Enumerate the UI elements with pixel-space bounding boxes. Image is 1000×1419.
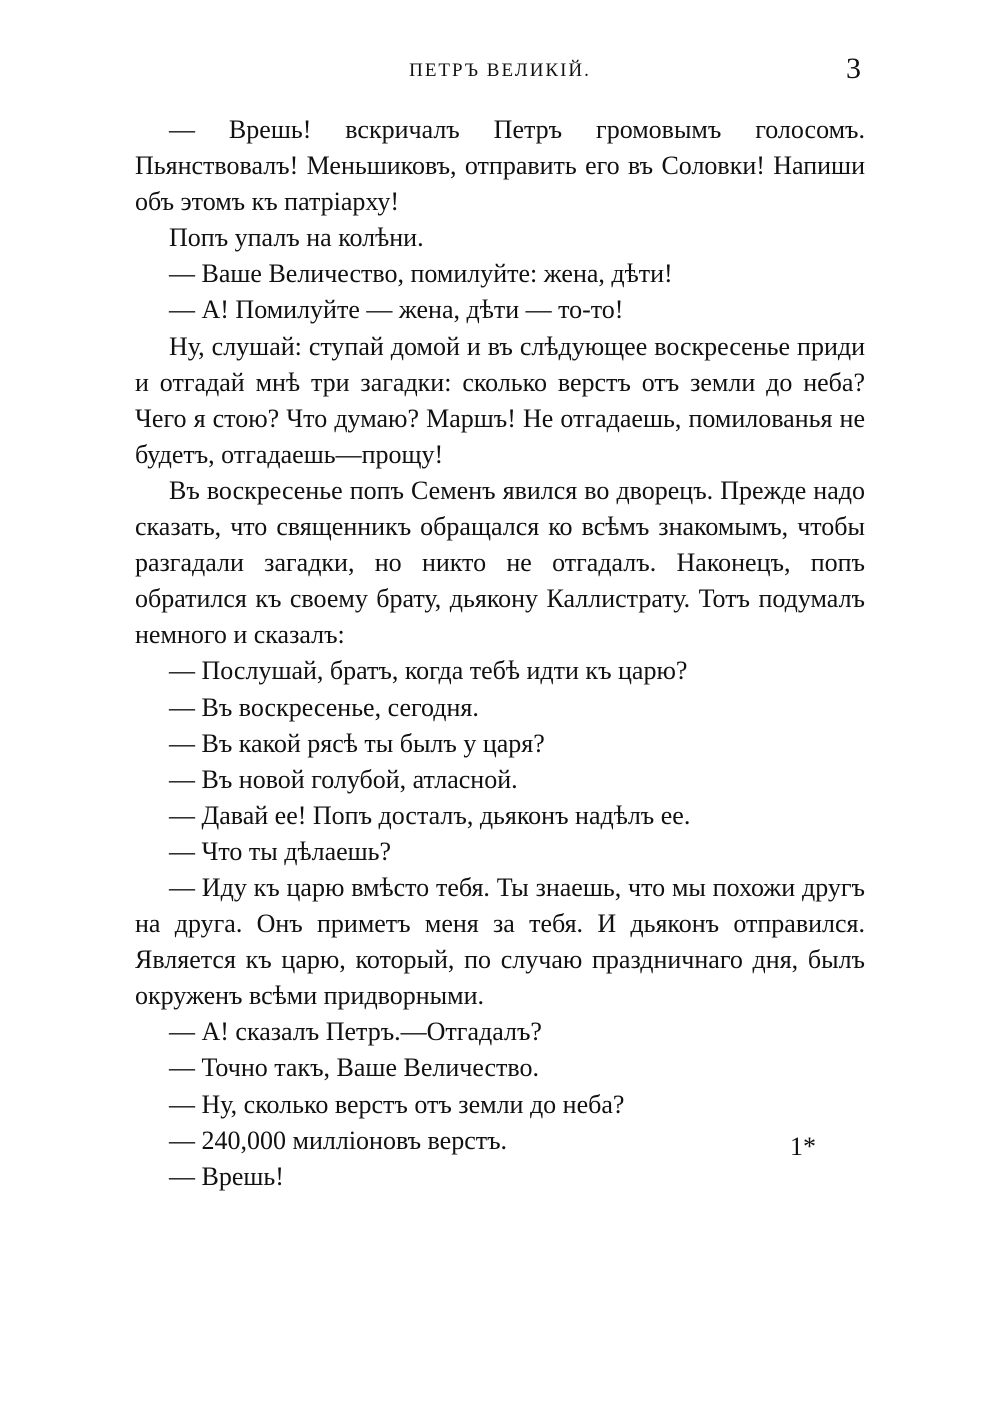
- paragraph: — Ваше Величество, помилуйте: жена, дѣти!: [169, 259, 673, 289]
- paragraph: — Что ты дѣлаешь?: [169, 836, 392, 866]
- signature-mark: 1*: [790, 1132, 816, 1161]
- paragraph: Въ воскресенье попъ Семенъ явился во дворецъ. Прежде надо сказать, что священникъ обращался ко всѣмъ знакомымъ, чтобы разгадали загадки, но никто не отгадалъ. Наконецъ, попъ обратился къ своему брату, дьякону Каллистрату. Тотъ подумалъ немного и сказалъ:: [135, 475, 865, 650]
- paragraph: — А! Помилуйте — жена, дѣти — то-то!: [169, 295, 624, 325]
- body-text: [135, 112, 865, 1195]
- paragraph: — Въ воскресенье, сегодня.: [169, 692, 479, 722]
- paragraph: — Врешь!: [169, 1161, 284, 1191]
- running-title: ПЕТРЪ ВЕЛИКІЙ.: [409, 60, 591, 81]
- paragraph: — Иду къ царю вмѣсто тебя. Ты знаешь, что мы похожи другъ на друга. Онъ приметъ меня за тебя. И дьяконъ отправился. Является къ царю, который, по случаю праздничнаго дня, былъ окруженъ всѣми придворными.: [135, 872, 865, 1011]
- page-number: 3: [846, 52, 861, 85]
- paragraph: — Въ новой голубой, атласной.: [169, 764, 518, 794]
- paragraph: — 240,000 милліоновъ верстъ.: [169, 1125, 508, 1155]
- paragraph: Попъ упалъ на колѣни.: [169, 223, 424, 253]
- paragraph: — Въ какой рясѣ ты былъ у царя?: [169, 728, 545, 758]
- paragraph: — А! сказалъ Петръ.—Отгадалъ?: [169, 1017, 542, 1047]
- running-head: [135, 52, 865, 88]
- paragraph: — Давай ее! Попъ досталъ, дьяконъ надѣлъ ее.: [169, 800, 691, 830]
- paragraph: Ну, слушай: ступай домой и въ слѣдующее воскресенье приди и отгадай мнѣ три загадки: сколько верстъ отъ земли до неба? Чего я стою? Что думаю? Маршъ! Не отгадаешь, помилованья не будетъ, отгадаешь—прощу!: [135, 331, 865, 469]
- paragraph: — Послушай, братъ, когда тебѣ идти къ царю?: [169, 656, 688, 686]
- paragraph: — Точно такъ, Ваше Величество.: [169, 1053, 540, 1083]
- paragraph: — Врешь! вскричалъ Петръ громовымъ голосомъ. Пьянствовалъ! Меньшиковъ, отправить его въ Соловки! Напиши объ этомъ къ патріарху!: [135, 115, 865, 217]
- paragraph: — Ну, сколько верстъ отъ земли до неба?: [169, 1089, 625, 1119]
